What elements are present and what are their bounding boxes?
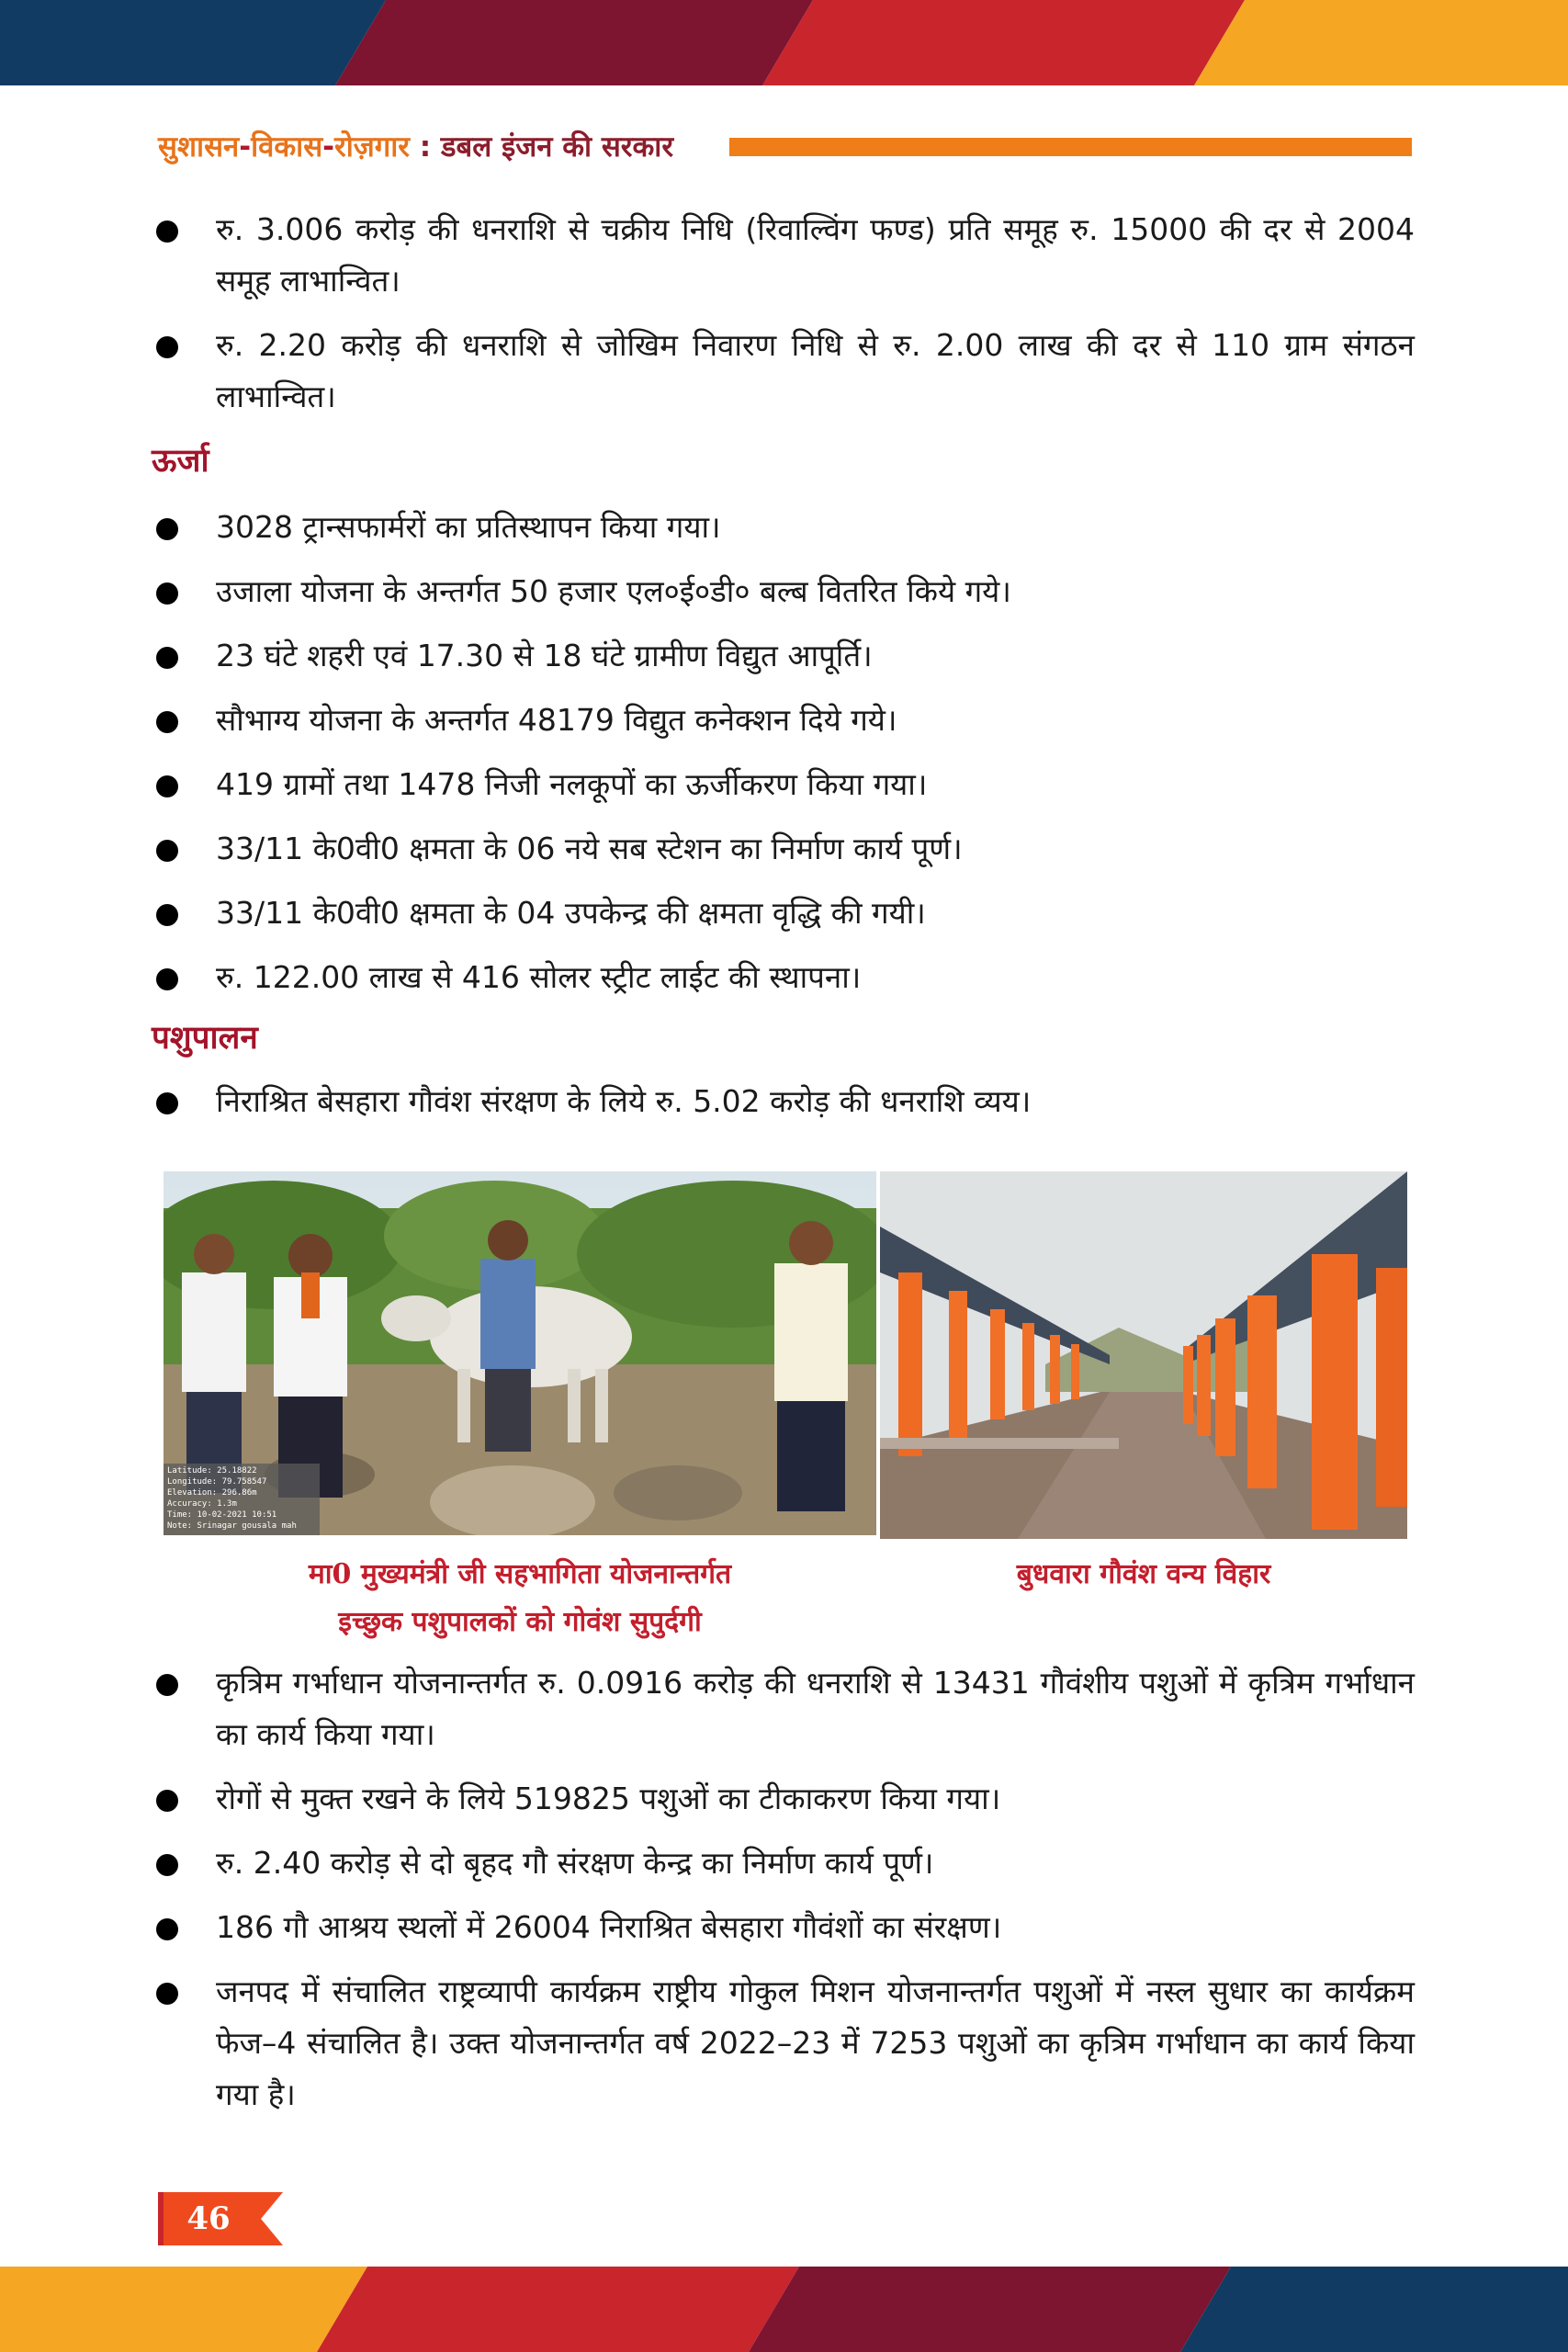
bullet-icon (156, 518, 178, 540)
bullet-icon (156, 1854, 178, 1876)
intro-bullet-list (152, 204, 1415, 435)
header-part-double-engine: : डबल इंजन की सरकार (409, 130, 674, 164)
list-item-text: कृत्रिम गर्भाधान योजनान्तर्गत रु. 0.0916 करोड़ की धनराशि से 13431 गौवंशीय पशुओं में कृत्रिम गर्भाधान का कार्य किया गया। (216, 1665, 1415, 1752)
geotag-line: Note: Srinagar gousala mah (167, 1521, 297, 1531)
geotag-line: Accuracy: 1.3m (167, 1499, 237, 1509)
list-item (152, 952, 1415, 1003)
bullet-icon (156, 1983, 178, 2005)
list-item (152, 823, 1415, 875)
list-item (152, 566, 1415, 617)
bottom-decorative-band (0, 2267, 1568, 2352)
section-heading-energy: ऊर्जा (152, 443, 209, 480)
header-title (158, 129, 673, 165)
bullet-icon (156, 647, 178, 669)
bullet-icon (156, 968, 178, 990)
animal-husbandry-bullet-list-bottom (152, 1657, 1415, 2133)
header-part-employment: रोज़गार (334, 130, 410, 164)
list-item (152, 502, 1415, 553)
bullet-icon (156, 1790, 178, 1812)
header-part-governance: सुशासन (158, 130, 240, 164)
bullet-icon (156, 336, 178, 358)
list-item (152, 204, 1415, 307)
animal-husbandry-bullet-list-top (152, 1076, 1415, 1140)
bullet-icon (156, 775, 178, 797)
list-item (152, 888, 1415, 939)
geotag-line: Time: 10-02-2021 10:51 (167, 1510, 277, 1520)
list-item (152, 1657, 1415, 1760)
geotag-line: Elevation: 296.86m (167, 1488, 257, 1498)
list-item (152, 695, 1415, 746)
list-item-text: जनपद में संचालित राष्ट्रव्यापी कार्यक्रम राष्ट्रीय गोकुल मिशन योजनान्तर्गत पशुओं में नस्ल सुधार का कार्यक्रम फेज–4 संचालित है। उक्त योजनान्तर्गत वर्ष 2022–23 में 7253 पशुओं का कृत्रिम गर्भाधान का कार्य किया गया है। (216, 1973, 1415, 2112)
list-item-text: 419 ग्रामों तथा 1478 निजी नलकूपों का ऊर्जीकरण किया गया। (216, 766, 928, 802)
list-item-text: उजाला योजना के अन्तर्गत 50 हजार एल०ई०डी० बल्ब वितरित किये गये। (216, 573, 1011, 609)
photo-cattle-sanctuary (880, 1171, 1407, 1539)
bullet-icon (156, 220, 178, 243)
list-item (152, 1773, 1415, 1825)
geotag-line: Latitude: 25.18822 (167, 1466, 257, 1476)
list-item (152, 1076, 1415, 1127)
bullet-icon (156, 1092, 178, 1114)
section-heading-animal-husbandry: पशुपालन (152, 1020, 258, 1057)
bullet-icon (156, 1918, 178, 1940)
caption-line: मा0 मुख्यमंत्री जी सहभागिता योजनान्तर्गत (308, 1558, 732, 1590)
bullet-icon (156, 582, 178, 605)
page-header (158, 129, 1412, 165)
list-item-text: 3028 ट्रान्सफार्मरों का प्रतिस्थापन किया गया। (216, 509, 721, 545)
page-number: 46 (186, 2200, 231, 2237)
list-item-text: 33/11 के0वी0 क्षमता के 06 नये सब स्टेशन का निर्माण कार्य पूर्ण। (216, 831, 963, 866)
header-separator: - (239, 130, 252, 164)
list-item (152, 320, 1415, 423)
header-rule (729, 138, 1412, 156)
list-item-text: 23 घंटे शहरी एवं 17.30 से 18 घंटे ग्रामीण विद्युत आपूर्ति। (216, 638, 873, 673)
list-item (152, 1838, 1415, 1889)
list-item-text: सौभाग्य योजना के अन्तर्गत 48179 विद्युत कनेक्शन दिये गये। (216, 702, 897, 738)
list-item (152, 1966, 1415, 2120)
list-item-text: रु. 122.00 लाख से 416 सोलर स्ट्रीट लाईट की स्थापना। (216, 959, 862, 995)
list-item-text: 186 गौ आश्रय स्थलों में 26004 निराश्रित बेसहारा गौवंशों का संरक्षण। (216, 1909, 1002, 1945)
caption-line: इच्छुक पशुपालकों को गोवंश सुपुर्दगी (338, 1606, 702, 1638)
bullet-icon (156, 840, 178, 862)
caption-cattle-sanctuary: बुधवारा गौवंश वन्य विहार (1016, 1558, 1271, 1590)
list-item (152, 630, 1415, 682)
header-part-development: विकास (251, 130, 323, 164)
caption-cattle-handover (164, 1551, 876, 1646)
list-item-text: रु. 3.006 करोड़ की धनराशि से चक्रीय निधि (रिवाल्विंग फण्ड) प्रति समूह रु. 15000 की दर से 2004 समूह लाभान्वित। (216, 211, 1415, 299)
bullet-icon (156, 904, 178, 926)
list-item (152, 1902, 1415, 1953)
photo-geotag (167, 1465, 320, 1532)
top-decorative-band (0, 0, 1568, 85)
bullet-icon (156, 711, 178, 733)
list-item-text: रु. 2.40 करोड़ से दो बृहद गौ संरक्षण केन्द्र का निर्माण कार्य पूर्ण। (216, 1845, 934, 1881)
list-item (152, 759, 1415, 810)
energy-bullet-list (152, 502, 1415, 1016)
list-item-text: 33/11 के0वी0 क्षमता के 04 उपकेन्द्र की क्षमता वृद्धि की गयी। (216, 895, 926, 931)
photo-cattle-handover (164, 1171, 876, 1535)
header-separator: - (322, 130, 335, 164)
bullet-icon (156, 1674, 178, 1696)
geotag-line: Longitude: 79.758547 (167, 1477, 267, 1487)
list-item-text: रोगों से मुक्त रखने के लिये 519825 पशुओं का टीकाकरण किया गया। (216, 1781, 1001, 1816)
list-item-text: रु. 2.20 करोड़ की धनराशि से जोखिम निवारण निधि से रु. 2.00 लाख की दर से 110 ग्राम संगठन लाभान्वित। (216, 327, 1415, 414)
list-item-text: निराश्रित बेसहारा गौवंश संरक्षण के लिये रु. 5.02 करोड़ की धनराशि व्यय। (216, 1083, 1032, 1119)
